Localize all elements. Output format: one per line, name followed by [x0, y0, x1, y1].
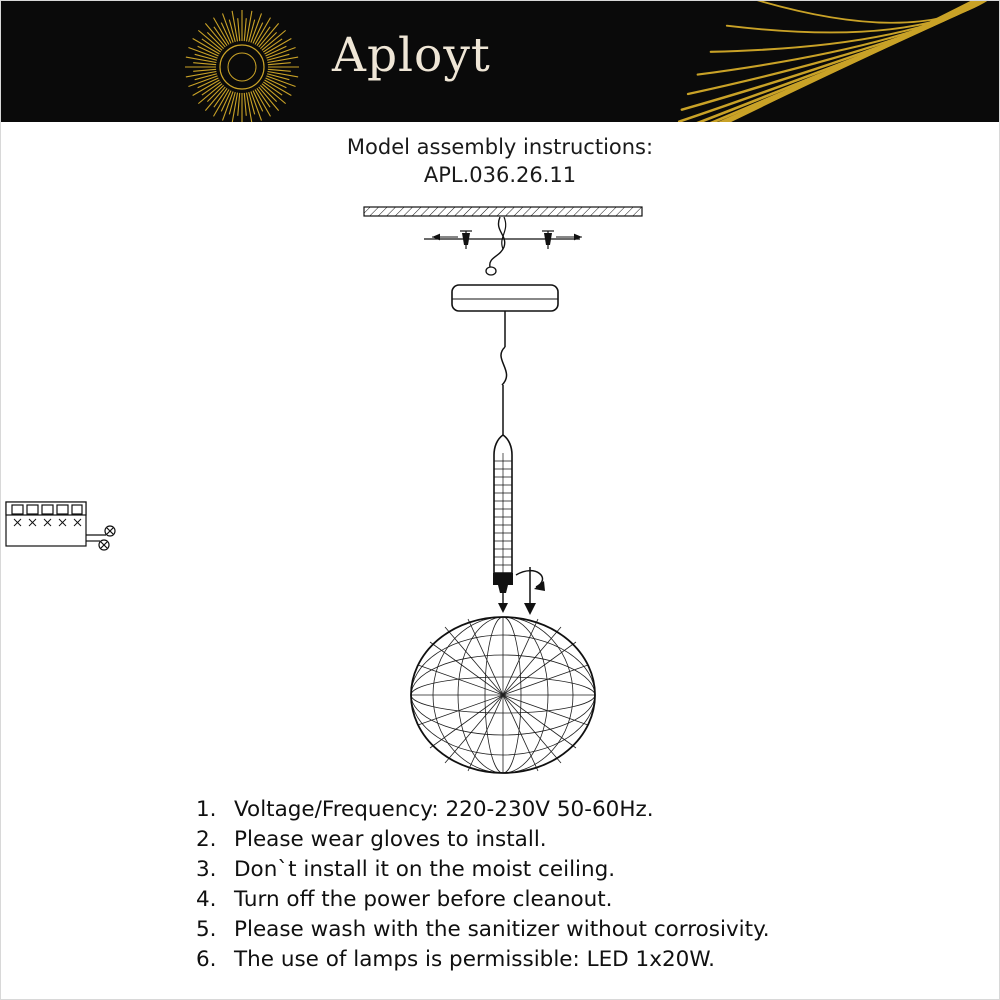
- instructions-list: [196, 795, 956, 975]
- list-item: [196, 885, 956, 915]
- list-item-number: 2.: [196, 827, 217, 852]
- list-item: [196, 825, 956, 855]
- list-item-text: Please wear gloves to install.: [234, 827, 547, 852]
- list-item: [196, 945, 956, 975]
- list-item-number: 3.: [196, 857, 217, 882]
- list-item-number: 4.: [196, 887, 217, 912]
- list-item: [196, 795, 956, 825]
- lamp-rod: [493, 435, 513, 613]
- terminal-block: [6, 502, 115, 550]
- canopy: [452, 285, 558, 311]
- list-item-text: Don`t install it on the moist ceiling.: [234, 857, 616, 882]
- list-item-text: Voltage/Frequency: 220-230V 50-60Hz.: [234, 797, 654, 822]
- pendant-lamp-assembly-diagram: [0, 195, 1000, 785]
- ceiling-line: [364, 207, 642, 216]
- list-item-number: 1.: [196, 797, 217, 822]
- mounting-bracket: [424, 217, 582, 275]
- list-item-number: 5.: [196, 917, 217, 942]
- title-line-2: APL.036.26.11: [423, 163, 577, 187]
- suspension-cable: [501, 311, 507, 435]
- palm-rays-icon: [580, 0, 1000, 122]
- page-title: [0, 133, 1000, 189]
- list-item-text: Please wash with the sanitizer without corrosivity.: [234, 917, 770, 942]
- list-item-number: 6.: [196, 947, 217, 972]
- list-item-text: Turn off the power before cleanout.: [234, 887, 613, 912]
- brand-name: Aployt: [332, 28, 491, 83]
- sunburst-icon: [183, 8, 301, 122]
- list-item-text: The use of lamps is permissible: LED 1x20W.: [234, 947, 715, 972]
- title-line-1: Model assembly instructions:: [346, 135, 654, 159]
- assembly-arrow-icon: [516, 567, 545, 615]
- header-banner: [0, 0, 1000, 122]
- globe-shade: [411, 617, 595, 773]
- list-item: [196, 915, 956, 945]
- list-item: [196, 855, 956, 885]
